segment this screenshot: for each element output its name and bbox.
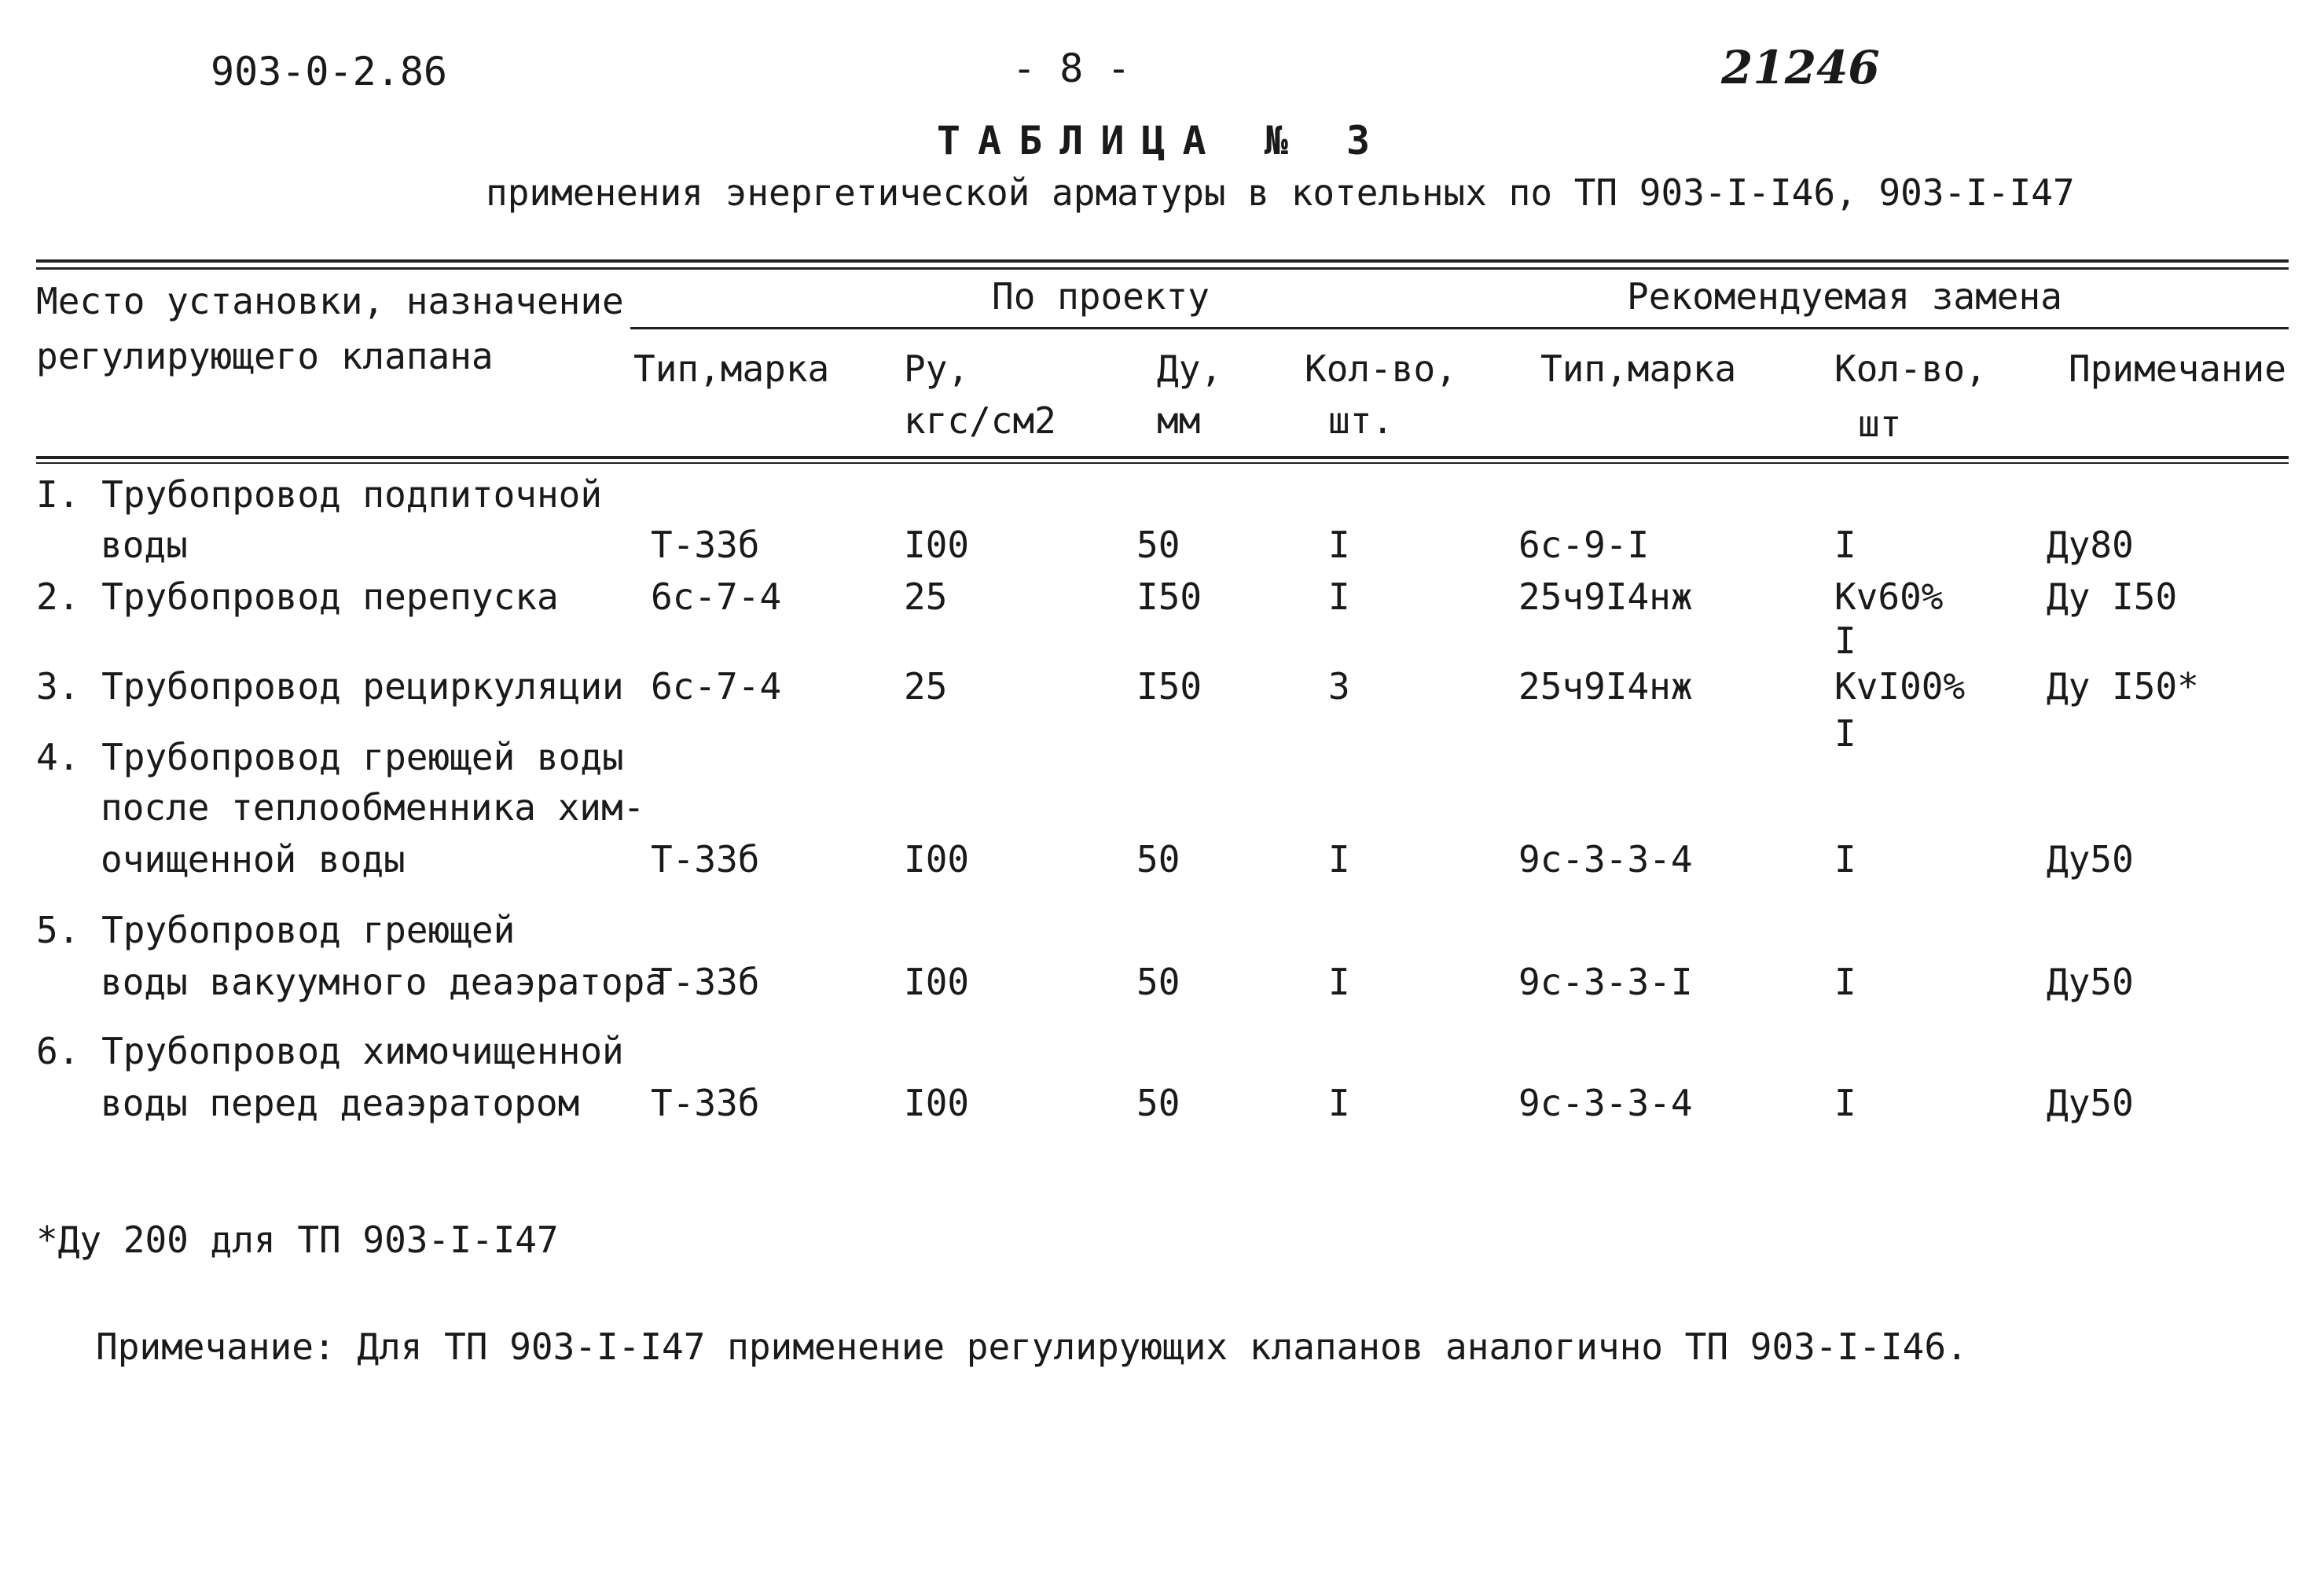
- col-type: Тип,марка: [633, 347, 830, 390]
- row-diameter: 50: [1136, 1082, 1180, 1124]
- header-bottom-rule-2: [36, 462, 2289, 464]
- header-bottom-rule: [36, 456, 2289, 459]
- table-top-rule: [36, 259, 2289, 263]
- table-top-rule-2: [36, 267, 2289, 270]
- row-place: 3. Трубопровод рециркуляции: [36, 665, 624, 708]
- row-place: 4. Трубопровод греющей воды: [36, 736, 624, 778]
- row-place-cont: воды: [101, 524, 188, 566]
- row-pressure: 25: [904, 575, 948, 618]
- row-qty: I: [1328, 524, 1350, 566]
- row-note: Ду50: [2047, 1082, 2134, 1124]
- row-pressure: I00: [904, 1082, 970, 1124]
- row-rec-type: 25ч9I4нж: [1518, 665, 1693, 708]
- row-rec-type: 9с-3-3-4: [1518, 1082, 1693, 1124]
- row-qty: I: [1328, 961, 1350, 1003]
- row-diameter: I50: [1136, 665, 1202, 708]
- row-rec-qty: Кv60%: [1834, 575, 1944, 618]
- row-diameter: 50: [1136, 961, 1180, 1003]
- header-place-line2: регулирующего клапана: [36, 335, 494, 377]
- header-recommended: Рекомендуемая замена: [1627, 275, 2062, 318]
- row-rec-type: 9с-3-3-4: [1518, 838, 1693, 881]
- row-pressure: I00: [904, 524, 970, 566]
- row-rec-type: 9с-3-3-I: [1518, 961, 1693, 1003]
- row-type: Т-33б: [651, 961, 760, 1003]
- header-by-project: По проекту: [992, 275, 1210, 318]
- row-diameter: I50: [1136, 575, 1202, 618]
- row-rec-qty: КvI00%: [1834, 665, 1966, 708]
- col-pressure: Ру,: [904, 347, 970, 390]
- row-note: Ду I50: [2047, 575, 2178, 618]
- row-rec-qty: I: [1834, 838, 1856, 881]
- row-place: I. Трубопровод подпиточной: [36, 473, 603, 516]
- row-qty: I: [1328, 575, 1350, 618]
- row-note: Ду50: [2047, 961, 2134, 1003]
- row-note: Ду50: [2047, 838, 2134, 881]
- row-diameter: 50: [1136, 838, 1180, 881]
- row-place: 5. Трубопровод греющей: [36, 909, 516, 951]
- row-rec-qty: I: [1834, 1082, 1856, 1124]
- row-pressure: 25: [904, 665, 948, 708]
- row-rec-qty: I: [1834, 524, 1856, 566]
- col-pressure-unit: кгс/см2: [904, 399, 1056, 442]
- row-pressure: I00: [904, 838, 970, 881]
- row-place-cont: очищенной воды: [101, 838, 406, 881]
- header-group-rule: [630, 327, 2289, 329]
- row-type: Т-33б: [651, 838, 760, 881]
- col-qty-unit: шт.: [1328, 399, 1394, 442]
- row-note: Ду80: [2047, 524, 2134, 566]
- footnote: *Ду 200 для ТП 903-I-I47: [36, 1219, 559, 1261]
- sheet-number: 21246: [1721, 41, 1880, 94]
- row-rec-qty-extra: I: [1834, 620, 1856, 662]
- col-note: Примечание: [2069, 347, 2286, 390]
- row-pressure: I00: [904, 961, 970, 1003]
- row-note: Ду I50*: [2047, 665, 2199, 708]
- row-qty: I: [1328, 838, 1350, 881]
- row-type: 6с-7-4: [651, 575, 782, 618]
- table-subtitle: применения энергетической арматуры в котельных по ТП 903-I-I46, 903-I-I47: [486, 171, 2075, 214]
- remark: Примечание: Для ТП 903-I-I47 применение регулирующих клапанов аналогично ТП 903-I-I46.: [96, 1325, 1968, 1368]
- row-rec-qty: I: [1834, 961, 1856, 1003]
- col-qty: Кол-во,: [1305, 347, 1457, 390]
- row-type: Т-33б: [651, 524, 760, 566]
- row-type: Т-33б: [651, 1082, 760, 1124]
- col-rec-type: Тип,марка: [1540, 347, 1737, 390]
- row-type: 6с-7-4: [651, 665, 782, 708]
- row-diameter: 50: [1136, 524, 1180, 566]
- col-diameter: Ду,: [1157, 347, 1223, 390]
- document-code: 903-0-2.86: [211, 49, 448, 94]
- table-title: ТАБЛИЦА № 3: [936, 118, 1388, 164]
- col-rec-qty: Кол-во,: [1834, 347, 1987, 390]
- page-number: - 8 -: [1012, 46, 1131, 91]
- row-rec-type: 6с-9-I: [1518, 524, 1650, 566]
- row-qty: I: [1328, 1082, 1350, 1124]
- col-rec-qty-unit: шт: [1858, 403, 1902, 445]
- row-rec-qty-extra: I: [1834, 712, 1856, 755]
- row-place-cont: воды перед деаэратором: [101, 1082, 580, 1124]
- header-place: Место установки, назначение: [36, 280, 624, 322]
- col-diameter-unit: мм: [1157, 399, 1201, 442]
- row-place-cont: воды вакуумного деаэратора: [101, 961, 667, 1003]
- row-qty: 3: [1328, 665, 1350, 708]
- row-place-cont: после теплообменника хим-: [101, 786, 645, 829]
- row-place: 6. Трубопровод химочищенной: [36, 1030, 624, 1072]
- row-rec-type: 25ч9I4нж: [1518, 575, 1693, 618]
- row-place: 2. Трубопровод перепуска: [36, 575, 559, 618]
